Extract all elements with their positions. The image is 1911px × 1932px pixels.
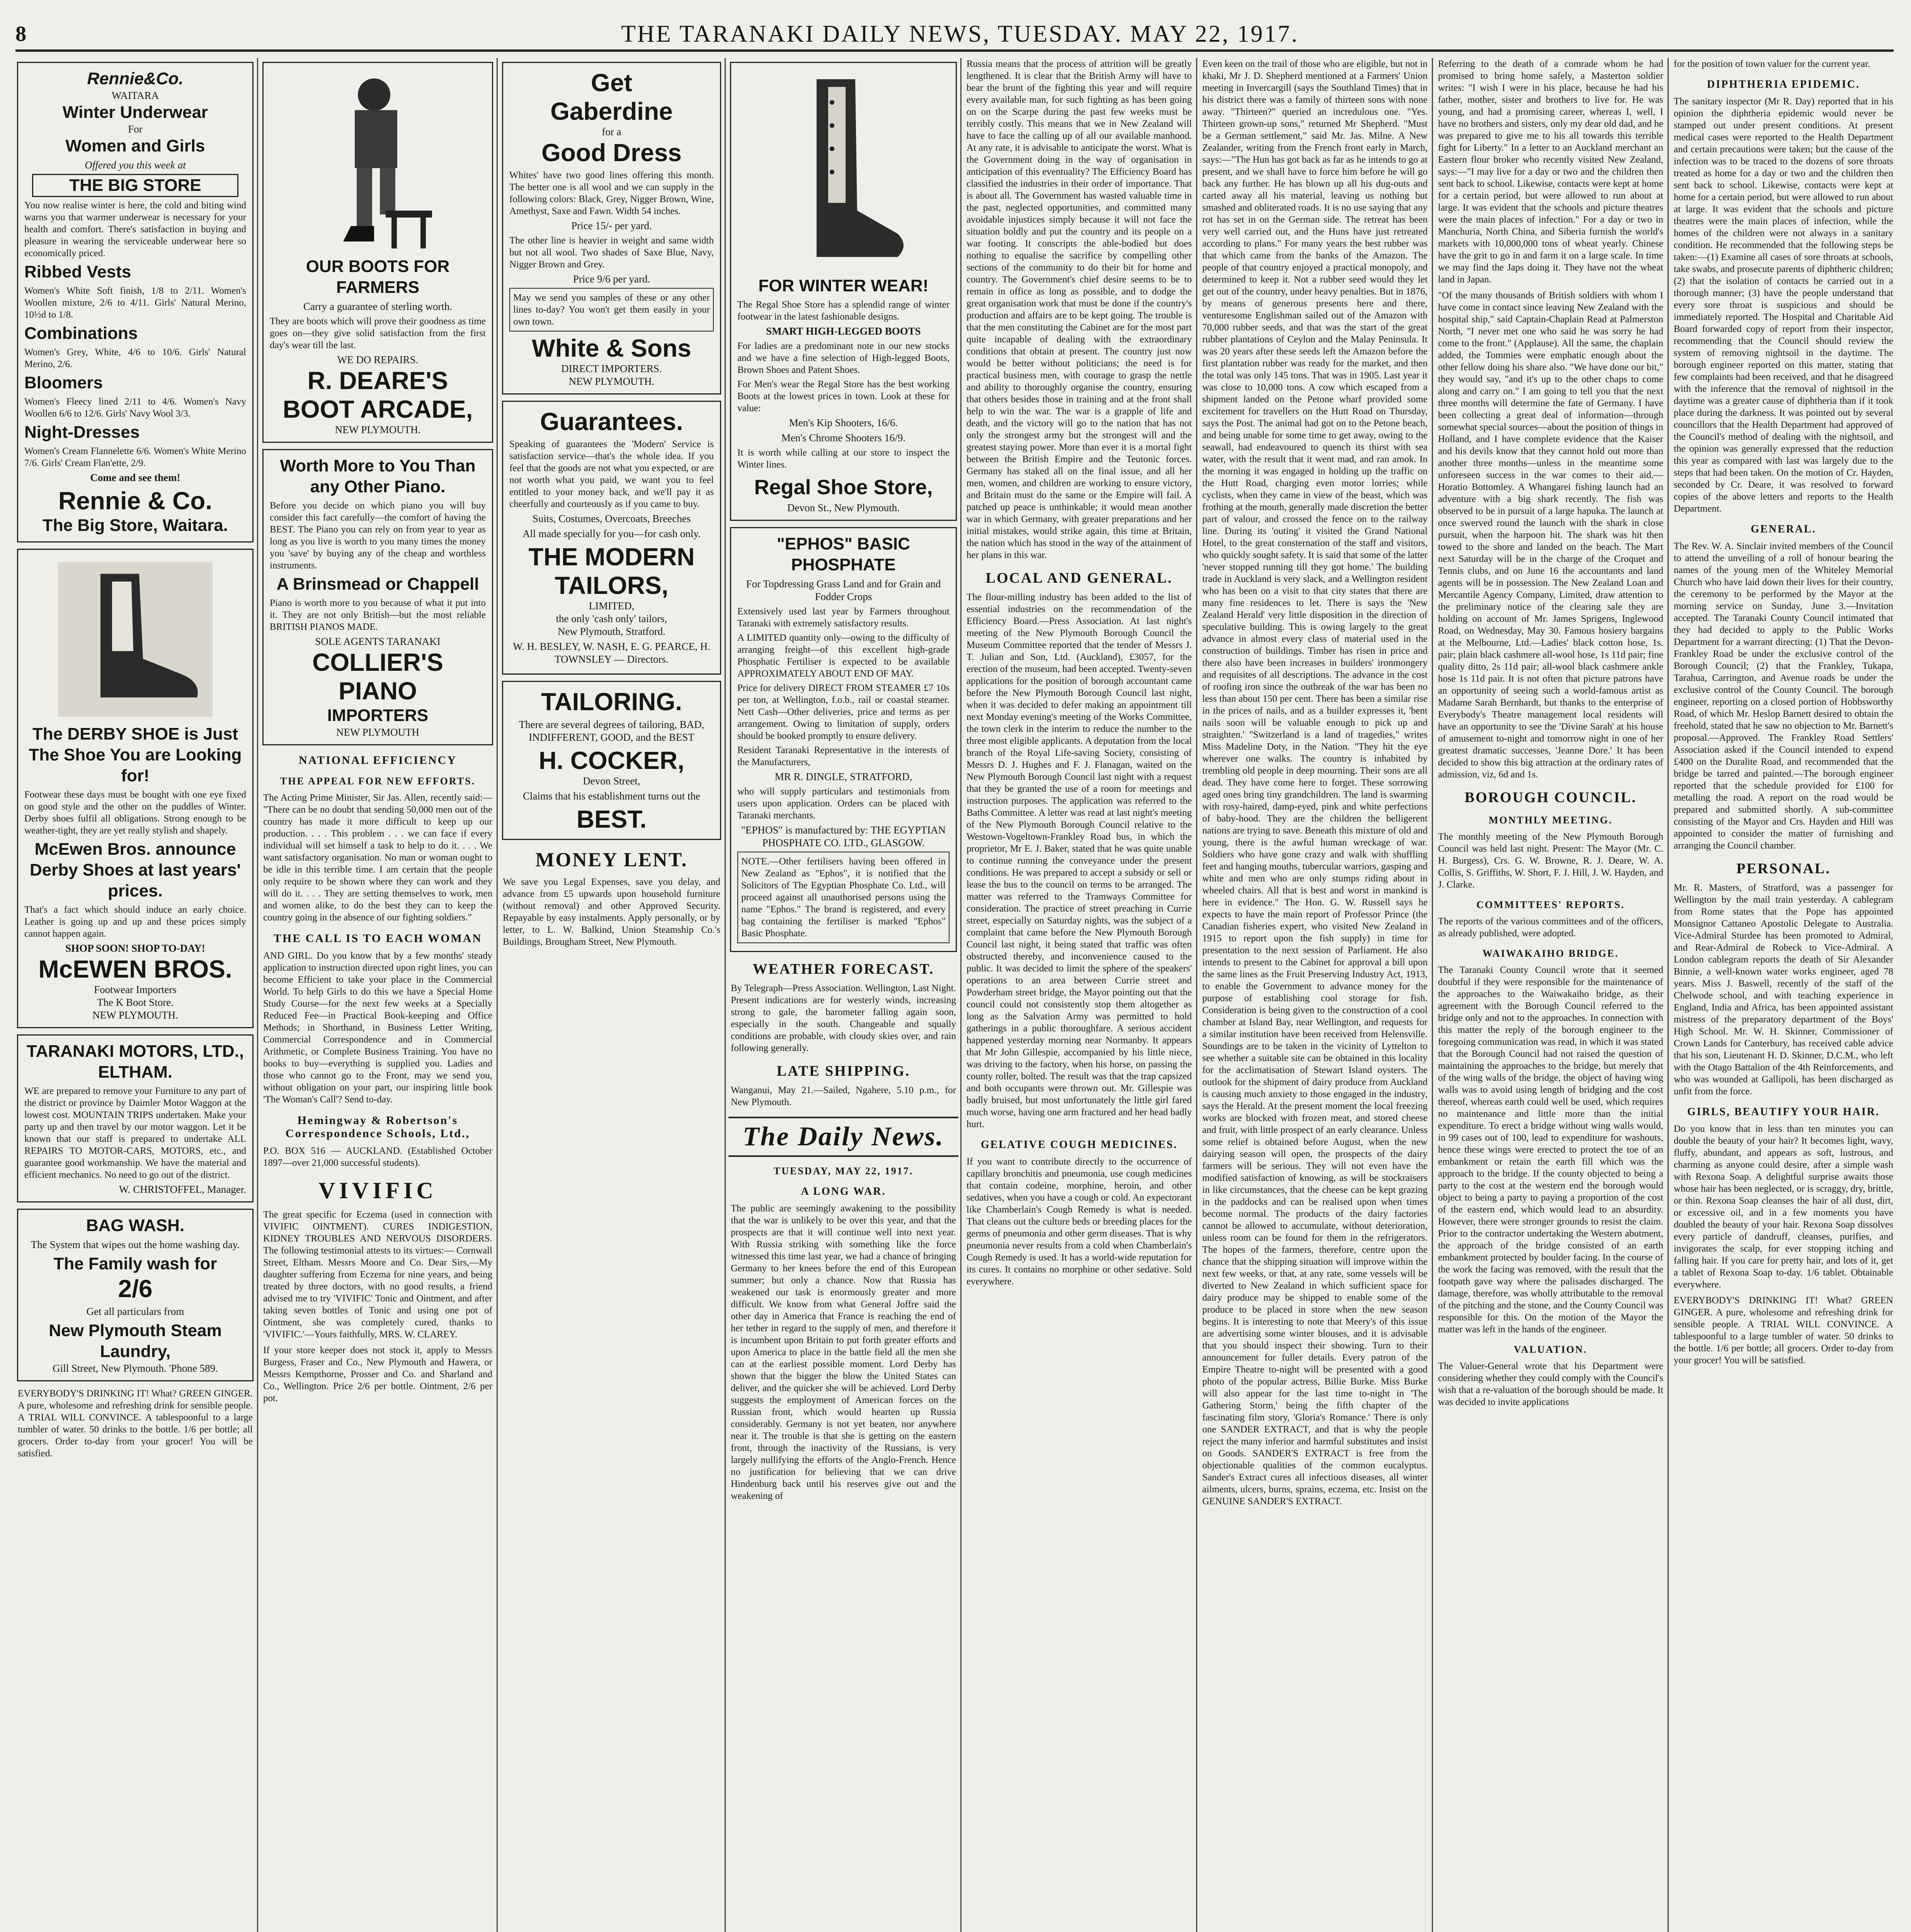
column-3 [500, 58, 723, 1932]
column-5: Russia means that the process of attrition will be greatly lengthened. It is clear that the British Army will have to bear the brunt of the fighting this year and will require every available man, for such fighting as has been going on on the Scarpe during the past few weeks must be terribly costly. This means that we in New Zealand will have to face the calling up of all our available manhood. At any rate, it is advisable to anticipate the worst. What is the Government doing in the way of organisation in anticipation of this eventuality? The Efficiency Board has classified the industries in their order of importance. That is about all. The Government has wasted valuable time in the past, neglected opportunities, and committed many avoidable injustices simply because it will not face the situation boldly and put the country and its people on a war footing. It conscripts the able-bodied but does nothing to equalise the sacrifice by compelling other sections of the community to do their bit for home and country. The Government's chief desire seems to be to remain in office as long as possible, and to dodge the great organisation work that must be done if the country's production and affairs are to be kept going. The trouble is that the men constituting the Cabinet are for the most part quite incapable of dealing with the extraordinary conditions that obtain at present. The country just now would be better without politicians; the need is for practical business men, with courage to grasp the nettle and ability to thoroughly organise the country, ensuring that others besides those in training and at the front shall help to win the war. The war is a grapple of life and death, and the victory will go to the nation that has not only the strongest army but the strongest will and the greatest staying power. More than ever it is a mortal fight between the British Empire and the Teutonic forces. Germany has staked all on the final issue, and all her men, women, and children are working to ensure victory, and Britain must do the same or the Empire will fail. A patched up peace is unthinkable; it would mean another war in which Germany, with greater preparations and her initial mistakes, would strike again, this time at Britain, the nation which has stood in the way of the attainment of her plans in this war. LOCAL AND GENERAL. The flour-milling industry has been added to the list of essential industries on the recommendation of the Efficiency Board.—Press Association. At last night's meeting of the New Plymouth Borough Council the Museum Committee reported that the tender of Messrs J. T. Julian and Son, Ltd. (Auckland), £3057, for the erection of the museum, had been accepted. Twenty-seven applications for the position of borough accountant came before the New Plymouth Borough Council last night, when it was decided to defer making an appointment till next Monday evening's meeting of the Works Committee, the town clerk in the interim to reduce the number to the three most eligible applicants. A deputation from the local branch of the Royal Life-saving Society, consisting of Messrs D. J. Hughes and F. J. Flanagan, waited on the New Plymouth Borough Council last night with a request that they be granted the use of a room for meetings and instruction purposes. The application was referred to the Baths Committee. A letter was read at last night's meeting of the New Plymouth Borough Council relative to the Westown-Vogeltown-Frankley Road bus, in which the proprietor, Mr E. J. Baker, stated that he was quite unable to continue running the conveyance under the present conditions. He was prepared to accept a subsidy or sell or lease the bus to the council on terms to be arranged. The matter was referred to the Tramways Committee for consideration. The practice of street preaching in Currie street, especially on Saturday nights, was the subject of a complaint that came before the New Plymouth Borough Council last night, it being stated that traffic was often obstructed thereby, and inconvenience caused to the public. It was decided to limit the sphere of the speakers' operations to an area between Currie street and Powderham street bridge, the Mayor pointing out that the council could not consistently stop them altogether as long as the Salvation Army was permitted to hold gatherings in a public thoroughfare. A serious accident happened yesterday morning near Normanby. It appears that Mr John Gillespie, accompanied by his little niece, was driving to the factory, when his horse, on passing the county roller, bolted. The result was that the trap capsized and both occupants were thrown out. Mr. Gillespie was badly bruised, but most unfortunately the little girl fared much worse, having one arm fractured and her head badly hurt. GELATIVE COUGH MEDICINES. If you want to contribute directly to the occurrence of capillary bronchitis and pneumonia, use cough medicines that contain codeine, morphine, heroin, and other sedatives, when you have a cough or cold. An expectorant like Chamberlain's Cough Remedy is what is needed. That cleans out the culture beds or breeding places for the germs of pneumonia and other germ diseases. That is why pneumonia never results from a cold when Chamberlain's Cough Remedy is used. It has a world-wide reputation for its cures. It contains no morphine or other sedative. Sold everywhere. [964, 58, 1194, 1932]
column-rule [497, 58, 498, 1932]
deare-name: R. DEARE'S BOOT ARCADE, [282, 367, 473, 423]
page-number: 8 [15, 22, 26, 46]
column-rule [960, 58, 961, 1932]
editorial-title: A LONG WAR. [801, 1185, 886, 1197]
farmer-with-boots-illustration [297, 71, 459, 253]
editorial-body: The public are seemingly awakening to the possibility that the war is unlikely to be over this year, and that the prospects are that it will continue well into next year. With Russia striking with something like the force witnessed this time last year, we had a chance of bringing Germany to her knees before the end of this European summer; but only a chance. Now that Russia has weakened our task is enormously greater and more difficult. We know from what General Joffre said the other day in America that France is reaching the end of her tether in regard to the supply of men, and therefore it is incumbent upon Britain to put forth greater efforts and upon America to place in the battle field all the men she can at the earliest possible moment. Lord Derby has shown that the bigger the blow the United States can deliver, and the quicker she will be achieved. Lord Derby suggests the employment of American forces on the Russian front, which would hearten up Russia considerably. Germany is not yet beaten, nor anywhere near it. The trouble is that she is getting on the eastern front, through the inactivity of the Russians, is very largely nullifying the efforts of the Anglo-French. Hence no justification for believing that we can drive Hindenburg back until his reserves give out and the weakening of [731, 1203, 956, 1501]
masthead: THE TARANAKI DAILY NEWS, TUESDAY. MAY 22, 1917. [621, 20, 1299, 47]
colliers-piano-advert: Worth More to You Than any Other Piano. Before you decide on which piano you will buy consider this fact carefully—the comfort of having the BEST. The Piano you can rely on from year to year as long as you live is worth to you many times the money you 'save' by buying any of the cheap and worthless instruments. A Brinsmead or Chappell Piano is worth more to you because of what it put into it. They are not only British—but the most reliable BRITISH PIANOS MADE. SOLE AGENTS TARANAKI COLLIER'S PIANO IMPORTERS NEW PLYMOUTH [262, 449, 493, 745]
modern-tailors-advert: Guarantees. Speaking of guarantees the 'Modern' Service is satisfaction service—that's the whole idea. If you feel that the goods are not what you expected, or are not worth what you paid, we want you to feel entitled to your money back, and we'll pay it as cheerfully and courteously as if you came to buy. Suits, Costumes, Overcoats, Breeches All made specially for you—for cash only. THE MODERN TAILORS, LIMITED, the only 'cash only' tailors, New Plymouth, Stratford. W. H. BESLEY, W. NASH, E. G. PEARCE, H. TOWNSLEY — Directors. [502, 401, 721, 675]
national-efficiency-advert: NATIONAL EFFICIENCY THE APPEAL FOR NEW EFFORTS. The Acting Prime Minister, Sir Jas. Allen, recently said:— "There can be no doubt that sending 50,000 men out of the country has made it more difficult to keep up our production. . . . This problem . . . we can face if every individual will set himself a task to help to do it. . . . We want satisfactory organisation. No man or woman ought to be idle in this terrible time. I am certain that the people only require to be shown where they can work and they will do it. . . . They are setting themselves to work, men and women alike, to do the best they can to keep the country going in the absence of our fighting soldiers." THE CALL IS TO EACH WOMAN AND GIRL. Do you know that by a few months' steady application to instruction directed upon right lines, you can become Efficient to take your place in the Commercial World. To help Girls to do this we have a Special Home Study Course—for the next few weeks at a Specially Reduced Fee—in Practical Book-keeping and Office Methods; in Shorthand, in Business Letter Writing, Commercial Correspondence and in Commercial Arithmetic, or Complete Business Training. You have no books to buy—everything is supplied you. Ladies and those who cannot go to the Front, may we send you, without obligation on your part, our inspiring little book 'The Woman's Call'? Send to-day. Hemingway & Robertson's Correspondence Schools, Ltd., P.O. BOX 516 — AUCKLAND. (Established October 1897—over 21,000 successful students). [263, 754, 492, 1168]
colliers-name: COLLIER'S PIANO [312, 648, 443, 705]
big-store-banner: THE BIG STORE [32, 174, 238, 197]
derby-shoe-advert: The DERBY SHOE is Just The Shoe You are Looking for! Footwear these days must be bought with one eye fixed on good style and the other on the puddles of Winter. Derby shoes fulfil all obligations. Strong enough to be weather-tight, they are yet really stylish and shapely. McEwen Bros. announce Derby Shoes at last years' prices. That's a fact which should induce an early choice. Leather is going up and up and these prices simply cannot happen again. SHOP SOON! SHOP TO-DAY! McEWEN BROS. Footwear Importers The K Boot Store. NEW PLYMOUTH. [17, 549, 254, 1028]
editorial-continued: Russia means that the process of attrition will be greatly lengthened. It is clear that the British Army will have to bear the brunt of the fighting this year and will require every available man, for such fighting as has been going on on the Scarpe during the past few weeks must be terribly costly. This means that we in New Zealand will have to face the calling up of all our available manhood. At any rate, it is advisable to anticipate the worst. What is the Government doing in the way of organisation in anticipation of this eventuality? The Efficiency Board has classified the industries in their order of importance. That is about all. The Government has wasted valuable time in the past, neglected opportunities, and committed many avoidable injustices simply because it will not face the situation boldly and put the country and its people on a war footing. It conscripts the able-bodied but does nothing to equalise the sacrifice by compelling other sections of the community to do their bit for home and country. The Government's chief desire seems to be to remain in office as long as possible, and to dodge the great organisation work that must be done if the country's production and affairs are to be kept going. The trouble is that the men constituting the Cabinet are for the most part quite incapable of dealing with the extraordinary conditions that obtain at present. The country just now would be better without politicians; the need is for practical business men, with courage to grasp the nettle and ability to thoroughly organise the country, ensuring that others besides those in training and at the front shall help to win the war. The war is a grapple of life and death, and the victory will go to the nation that has not only the strongest army but the strongest will and the greatest staying power. More than ever it is a mortal fight between the British Empire and the Teutonic forces. Germany has staked all on the final issue, and all her men, women, and children are working to ensure victory, and Britain must do the same or the Empire will fail. A patched up peace is unthinkable; it would mean another war in which Germany, with greater preparations and her initial mistakes, would strike again, this time at Britain, the nation which has stood in the way of the attainment of her plans in this war. [967, 59, 1192, 560]
column-4: FOR WINTER WEAR! The Regal Shoe Store has a splendid range of winter footwear in the latest fashionable designs. SMART HIGH-LEGGED BOOTS For ladies are a predominant note in our new stocks and we have a fine selection of High-legged Boots, Brown Shoes and Patent Shoes. For Men's wear the Regal Store has the best working Boots at the lowest prices in town. Look at these for value: Men's Kip Shooters, 16/6. Men's Chrome Shooters 16/9. It is worth while calling at our store to inspect the Winter lines. Regal Shoe Store, Devon St., New Plymouth. "EPHOS" BASIC PHOSPHATE For Topdressing Grass Land and for Grain and Fodder Crops Extensively used last year by Farmers throughout Taranaki with extremely satisfactory results. A LIMITED quantity only—owing to the difficulty of arranging freight—of this excellent high-grade Phosphatic Fertiliser is expected to be available APPROXIMATELY ABOUT END OF MAY. Price for delivery DIRECT FROM STEAMER £7 10s per ton, at Wellington, f.o.b., rail or coastal steamer. Nett Cash—Other deliveries, price and terms as per arrangement. Owing to limitation of supply, orders should be booked promptly to ensure delivery. Resident Taranaki Representative in the interests of the Manufacturers, MR R. DINGLE, STRATFORD, who will supply particulars and testimonials from users upon application. Orders can be placed with Taranaki merchants. "EPHOS" is manufactured by: THE EGYPTIAN PHOSPHATE CO. LTD., GLASGOW. NOTE.—Other fertilisers having been offered in New Zealand as "Ephos", it is notified that the Solicitors of The Egyptian Phosphate Co. Ltd., will proceed against all unauthorised persons using the name "Ephos." The brand is registered, and every bag containing the fertiliser is marked "Ephos" Basic Phosphate. WEATHER FORECAST. By Telegraph—Press Association. Wellington, Last Night. Present indications are for westerly winds, increasing strong to gale, the barometer falling again soon, especially in the south. Changeable and squally conditions are probable, with cloudy skies over, and rain following generally. LATE SHIPPING. Wanganui, May 21.—Sailed, Ngahere, 5.10 p.m., for New Plymouth. The Daily News. TUESDAY, MAY 22, 1917. A LONG WAR. The public are seemingly awakening to the possibility that the war is unlikely to be over this year, and that the prospects are that it will continue well into next year. With Russia striking with something like the force witnessed this time last year, we had a chance of bringing Germany to her knees before the end of this European summer; but only a chance. Now that Russia has weakened our task is enormously greater and more difficult. We know from what General Joffre said the other day in America that France is reaching the end of her tether in regard to the supply of men, and therefore it is incumbent upon Britain to put forth greater efforts and upon America to place in the battle field all the men she can at the earliest possible moment. Lord Derby has shown that the bigger the blow the United States can deliver, and the quicker she will be achieved. Lord Derby suggests the employment of American forces on the Russian front, which would hearten up Russia considerably. Germany is not yet beaten, nor anywhere near it. The trouble is that she is getting on the eastern front, through the inactivity of the Russians, is very largely nullifying the efforts of the Anglo-French. Hence no justification for believing that we can drive Hindenburg back until his reserves give out and the weakening of [728, 58, 958, 1932]
column-6: Even keen on the trail of those who are eligible, but not in khaki, Mr J. D. Shepherd mentioned at a Farmers' Union meeting in Invercargill (says the Southland Times) that in his district there was a family of thirteen sons with none away. "Thirteen?" queried an incredulous one. "Yes. Thirteen grown-up sons," returned Mr Shepherd. "Must be a German settlement," said Mr. Jas. Milne. A New Zealander, writing from the French front early in March, says:—"The Hun has got back as far as he intends to go at present, and we shall have to force him before he will go back any further. He has blown up all his dug-outs and carted away all his material, leaving us nothing but smashed and obliterated roads. It is no use saying that any rot has set in on the German side. The retreat has been very well carried out, and the Huns have just retreated according to plans." For many years the best rubber was that which came from the banks of the Amazon. The people of that country enjoyed a practical monopoly, and determined to keep it. Not a rubber seed would they let get out of the country, under heavy penalties. But in 1876, by means of generous presents here and there, venturesome Englishman sailed out of the Amazon with 70,000 rubber seeds, and that was the start of the great rubber plantations of Ceylon and the Malay Peninsula. It was 20 years after these seeds left the Amazon before the first plantation rubber was ready for the market, and then the total was only 145 tons. That was in 1905. Last year it was close to 10,000 tons. A cow which escaped from a shipment landed on the Petone wharf provided some excitement for travellers on the Hutt Road on Thursday, says the Post. The animal had got on to the Petone beach, and being unable for some time to get away, owing to the seawall, had endeavoured to quench its thirst with sea water, with the result that it went mad, and ran amok. In the morning it was engaged in holding up the traffic on the Hutt Road, charging even motor lorries; while cyclists, when they came in view of the beast, which was frothing at the mouth, generally made discretion the better part of valour, and crossed the fence on to the railway line. During its 'outing' it visited the Grand National Hotel, to the great consternation of the staff and visitors, who quickly sought safety. It is said that some of the latter 'never stopped running till they got home.' The building trade in Auckland is very slack, and a Wellington resident who has been on a visit to that city states that there are many fine residences to let. There is says the 'New Zealand Herald' very little disposition in the direction of speculative building. This is owing largely to the great advance in almost every class of material used in the construction of buildings. Timber has risen in price and there also have been increases in builders' ironmongery and requisites of all descriptions. The advance in the cost of roofing iron since the outbreak of the war has been no less than about 150 per cent. There has been a similar rise in the prices of nails, and as a builder expresses it, 'bent nails soon will be valuable enough to pick up and straighten.' "Switzerland is a land of tragedies," writes Miss Madeline Doty, in the Nation. "They hit the eye wherever one walks. The country is inhabited by trembling old people in deep mourning. Their sons are all dead. They have come here to forget. These sorrowing aged ones bring tiny grandchildren. The land is swarming with rosy-haired, damp-eyed, pink and white perfections of baby-hood. They are the children the belligerent nations are trying to save. Beneath this mixture of old and young, there is the awful human wreckage of war. Soldiers who have gone crazy and walk with shuffling feet and hanging mouths, tubercular warriors, gasping and white and men who are only stumps riding about in wheeled chairs. All that is best and worst in mankind is here in evidence." The Hon. G. W. Russell says he expects to have the main report of Professor Prince (the Canadian fisheries expert, who visited New Zealand in 1915 to report upon the fish supply) in time for presentation to the next session of Parliament. He also intends to present to the Cabinet for approval a bill upon the same lines as the Fruit Preserving Industry Act, 1913, to enable the Government to advance money for the purpose of establishing cool storage for fish. Consideration is being given to the construction of a cool chamber at Island Bay, near Wellington, and requests for a similar institution have been received from Helensville. Soundings are to be taken in the vicinity of Lyttelton to see whether a suitable site can be obtained in this locality for the acclimatisation of Stewart Island oysters. The outlook for the shipment of dairy produce from Auckland is causing much anxiety to those engaged in the industry, says the Herald. At the present moment the local freezing works are blocked with frozen meat, and stored cheese and fruit, with little prospect of an early clearance. Unless some relief is obtained before August, when the new dairying season will open, the prospects of the dairy farmers will be serious. They will not even have the modified satisfaction of knowing, as will be stockraisers in like circumstances, that the cheese can be kept grazing in the paddocks and can be realised upon when times become normal. The products of the dairy factories cannot be allowed to accumulate, without deterioration, unless room can be found for them in the refrigerators. The hopes of the farmers, therefore, centre upon the chance that the shipping situation will improve within the next few weeks, or that, at any rate, some vessels will be diverted to New Zealand in which sufficient space for dairy produce may be shipped to enable some of the produce to be placed in store when the new season begins. It is interesting to note that Meery's of this issue are advertising some winter blouses, and it is advisable that you should inspect their showing. Turn to their announcement for fuller details. Every patron of the Empire Theatre to-night will be presented with a good photo of the popular actress, Billie Burke. Miss Burke will also appear for the last time to-night in 'The Gathering Storm,' being the fifth chapter of the fascinating film story, 'Gloria's Romance.' There is only one SANDER EXTRACT, and that is why the people reject the many inferior and harmful substitutes and insist on Goods. SANDER'S EXTRACT is free from the objectionable qualities of the common eucalyptus. Sander's Extract cures all infectious diseases, all winter ailments, ulcers, burns, sprains, eczema, etc. Insist on the GENUINE SANDER'S EXTRACT. [1202, 59, 1428, 1507]
personal-heading: PERSONAL. [1736, 861, 1831, 877]
rennie-logo: Rennie&Co. [87, 69, 184, 88]
rennie-name: Rennie & Co. [58, 487, 213, 515]
green-ginger-advert-2: EVERYBODY'S DRINKING IT! What? GREEN GINGER. A pure, wholesome and refreshing drink for sensible people. A TRIAL WILL CONVINCE. A tablespoonful to a large tumbler of water. 50 drinks to the bottle. 1/6 per bottle; all grocers. Order to-day from your grocer! You will be satisfied. [1674, 1295, 1893, 1366]
bag-wash-price: 2/6 [118, 1275, 153, 1303]
column-8: for the position of town valuer for the current year. DIPHTHERIA EPIDEMIC. The sanitary inspector (Mr R. Day) reported that in his opinion the diphtheria epidemic would never be stamped out under present conditions. At present medical cases were reported to the Health Department and certain precautions were taken; but the cause of the infection was to be traced to the dozens of sore throats treated as home for a day or two and the children then sent back to school. Likewise, contacts were kept at home for a certain period, but were allowed to run about at large. It was evident that the schools and picture theatres were the main places of infection, while the homes of the children were not always in a sanitary condition. He recommended that the following steps be taken:—(1) Examine all cases of sore throats at schools, take swabs, and prosecute parents of diphtheric children; (2) that the isolation of contacts be carried out in a thorough manner; (3) have the people understand that every sore throat is suspicious and should be immediately reported. The Hospital and Charitable Aid Board forwarded copy of report from their inspector, recommending that the Council should review the system of removing nightsoil in the daytime. The borough engineer reported on this matter, stating that few complaints had been received, and that he disagreed with the inference that the removal of nightsoil in the daytime was a greater cause of diphtheria than if it took place during the darkness. It was pointed out by several councillors that the Health Department had approved of the Council's method of dealing with the nightsoil, and the opinion was generally expressed that the reduction this year as compared with last was largely due to the steps that had been taken. On the motion of Cr. Hayden, seconded by Cr. Deare, it was resolved to forward copies of the above letters and reports to the Health Department. GENERAL. The Rev. W. A. Sinclair invited members of the Council to attend the unveiling of a roll of honour bearing the names of the young men of the Whiteley Memorial Church who have laid down their lives for their country, the ceremony to be performed by the Mayor at the morning service on Sunday, June 3.—Invitation accepted. The Taranaki County Council intimated that they had decided to apply to the Public Works Department for a warrant directing: (1) That the Devon-Frankley Road be under the exclusive control of the Borough Council; (2) that the Frankley, Tukapa, Tarahua, Carrington, and Avenue roads be under the exclusive control of the County Council. The borough engineer, reporting on a closed portion of Hobbsworthy Road, of which Mr. Heslop Barnett desired to obtain the freehold, stated that he saw no objection to Mr. Barnett's proposal.—Approved. The Frankley Road Settlers' Association asked if the Council intended to expend £400 on the Duralite Road, and recommended that the bridge be tarred and painted.—The borough engineer reported that the schedule provided for £100 for metalling the road. A report on the road would be prepared and submitted shortly. A sub-committee consisting of the Mayor and Crs. Hayden and Hill was appointed to consider the matter of furnishing and arranging the Council chamber. PERSONAL. Mr. R. Masters, of Stratford, was a passenger for Wellington by the mail train yesterday. A cablegram from Rome states that the Pope has appointed Monsignor Cattaneo Apostolic Delegate to Australia. Vice-Admiral Sturdee has been promoted to Admiral, and Rear-Admiral de Robeck to Vice-Admiral. A London cablegram reports the death of Sir Alexander Binnie, a well-known water works engineer, aged 78 years. Miss J. Baswell, recently of the staff of the Chelwode school, and with teaching experience in England, India and Africa, has been appointed assistant mistress of the preparatory department of the Boys' High School. Mr. W. H. Skinner, Commissioner of Crown Lands for Canterbury, has received cable advice that his son, Lieutenant H. D. Skinner, D.C.M., who left with the Otago Battalion of the 4th Reinforcements, and who was wounded at Gallipoli, has been discharged as unfit from the force. GIRLS, BEAUTIFY YOUR HAIR. Do you know that in less than ten minutes you can double the beauty of your hair? It becomes light, wavy, fluffy, abundant, and appears as soft, lustrous, and charming as anyone could desire, after a simple wash with Rexona Soap. A delightful surprise awaits those whose hair has been neglected, or is scraggy, dry, brittle, or thin. Rexona Soap cleanses the hair of all dust, dirt, or excessive oil, and in a few moments you have doubled the beauty of your hair. Rexona Soap dissolves every particle of dandruff, cleanses, purifies, and invigorates the scalp, for ever stopping itching and falling hair. If you care for pretty hair, and lots of it, get a tablet of Rexona Soap to-day. 1/6 tablet. Obtainable everywhere. EVERYBODY'S DRINKING IT! What? GREEN GINGER. A pure, wholesome and refreshing drink for sensible people. A TRIAL WILL CONVINCE. A tablespoonful to a large tumbler of water. 50 drinks to the bottle. 1/6 per bottle; all grocers. Order to-day from your grocer! You will be satisfied. [1671, 58, 1896, 1932]
money-lent-advert: MONEY LENT. We save you Legal Expenses, save you delay, and advance from £5 upwards upon household furniture (without removal) and other Approved Security. Repayable by easy instalments. Apply personally, or by letter, to L. W. Balkind, Union Steamship Co.'s Buildings, Brougham Street, New Plymouth. [503, 849, 720, 947]
column-7: Referring to the death of a comrade whom he had promised to bring home safely, a Masterton soldier writes: "I wish I were in his place, because he had his father, mother, sister and brothers to live for. He was young, and had a promising career, whereas I, well, I have no brothers and sisters, only my dear old dad, and he was prepared to give me to his all towards this terrible fight for Liberty." In a letter to an Auckland merchant an Eastern flour broker who recently visited New Zealand, says:—"I may live for a day or two and the children then sent back to school. Likewise, contacts were kept at home for a certain period, but were allowed to run about at large. It was evident that the schools and picture theatres were the main places of infection." For a day or two in Manchuria, North China, and Siberia furnish the world's markets with 10,000,000 tons of wheat yearly. Chinese have the grit to go in and farm it on a large scale. In time we may find the Japs doing it. They have not the wheat land in Japan. "Of the many thousands of British soldiers with whom I have come in contact since leaving New Zealand with the hospital ship," said Captain-Chaplain Read at Palmerston North, "I never met one who said he was sorry he had come to the front." (Applause). All the same, the chaplain added, the Tommies were emphatic enough about the other fellow doing his share also. "We have done our bit," they would say, "and it's up to the other chaps to come along and carry on." I am going to tell you that the next three months will determine the fate of Germany. I have been collecting a great deal of information—through somewhat special sources—about the position of things in Holland, and I have complete evidence that the Kaiser and his devils know that they cannot hold out more than another three months—unless in the meantime some unforeseen success in the war comes to their aid.—Horatio Bottomley. A Whangarei fishing launch had an adventure with a big shark recently. The fish was observed to be in pursuit of a large hapuka. The launch at once swerved round the launch with the shark in close pursuit, when the harpoon hit. The shark was hit then towed to the shore and landed on the beach. The Mart next Saturday will be in the charge of the Croquet and Tennis clubs, and on June 16 the accountants and land agents will be in possession. The New Zealand Loan and Mercantile Agency Company, Limited, draw attention to the preliminary notice of the clearing sale they are holding on account of Mr. James Sprigens, Inglewood Road, on Wednesday, May 30. Famous hosiery bargains at the Melbourne, Ltd.—Ladies' black cotton hose, 1s. pair; plain black cashmere all-wool hose, 1s 11d pair; fine quality ditto, 2s 11d pair; all-wool black cashmere ankle hose 1s 11d pair. It is not often that picture patrons have an opportunity of seeing such a world-famous artist as Madame Sarah Bernhardt, but thanks to the enterprise of Everybody's Theatre management local residents will have an opportunity to see the 'Divine Sarah' at his house of amusement to-night and tomorrow night in one of her greatest dramatic successes, 'Jeanne Dore.' It has been decided to show this big attraction at the ordinary rates of admission, viz, 6d and 1s. BOROUGH COUNCIL. MONTHLY MEETING. The monthly meeting of the New Plymouth Borough Council was held last night. Present: The Mayor (Mr. C. H. Burgess), Crs. G. W. Browne, R. J. Deare, W. A. Collis, S. Griffiths, W. Short, F. J. Hill, J. W. Hayden, and J. Clarke. COMMITTEES' REPORTS. The reports of the various committees and of the officers, as already published, were adopted. WAIWAKAIHO BRIDGE. The Taranaki County Council wrote that it seemed doubtful if they were responsible for the maintenance of the approaches to the Waiwakaiho bridge, as their agreement with the Borough Council referred to the bridge only and not to the approaches. In connection with this matter the reply of the borough engineer to the foregoing communication was read, in which it was stated that the Borough Council had not raised the question of maintaining the approaches to the bridge, but merely that of the wing walls of the bridge, the object of having wing walls was to avoid using length of bridging and the cost thereof, whereas earth could well be used, which requires no maintenance and little more than the initial expenditure. To erect a bridge without wing walls would, in 99 cases out of 100, lead to expenditure for washouts, hence these wings were erected to protect the toe of an embankment or retain the earth fill which was the approach to the bridge. If the county objected to being a party to the cost at the western end the borough would object to being a party to paying a proportion of the cost of the eastern end, which would lead to an absurdity. However, there were stronger grounds to resist the claim. Prior to the contractor undertaking the Western abutment, the approach of the bridge consisted of an earth embankment protected by boulder facing. In the course of the work the facing was removed, with the result that the footpath gave way where the palisades discharged. The damage, therefore, was wholly attributable to the removal of the pitching and the stone, and the County Council was responsible for this. On the motion of the Mayor the matter was left in the hands of the engineer. VALUATION. The Valuer-General wrote that his Department were considering whether they could comply with the Council's wish that a re-valuation of the borough should be made. It was decided to invite applications [1436, 58, 1666, 1932]
green-ginger-advert: EVERYBODY'S DRINKING IT! What? GREEN GINGER. A pure, wholesome and refreshing drink for sensible people. A TRIAL WILL CONVINCE. A tablespoonful to a large tumbler of water. 50 drinks to the bottle. 1/6 per bottle; all grocers. Order to-day from your grocer! You will be satisfied. [18, 1388, 253, 1459]
regal-shoe-advert: FOR WINTER WEAR! The Regal Shoe Store has a splendid range of winter footwear in the latest fashionable designs. SMART HIGH-LEGGED BOOTS For ladies are a predominant note in our new stocks and we have a fine selection of High-legged Boots, Brown Shoes and Patent Shoes. For Men's wear the Regal Store has the best working Boots at the lowest prices in town. Look at these for value: Men's Kip Shooters, 16/6. Men's Chrome Shooters 16/9. It is worth while calling at our store to inspect the Winter lines. Regal Shoe Store, Devon St., New Plymouth. [730, 62, 957, 521]
ephos-phosphate-advert: "EPHOS" BASIC PHOSPHATE For Topdressing Grass Land and for Grain and Fodder Crops Extensively used last year by Farmers throughout Taranaki with extremely satisfactory results. A LIMITED quantity only—owing to the difficulty of arranging freight—of this excellent high-grade Phosphatic Fertiliser is expected to be available APPROXIMATELY ABOUT END OF MAY. Price for delivery DIRECT FROM STEAMER £7 10s per ton, at Wellington, f.o.b., rail or coastal steamer. Nett Cash—Other deliveries, price and terms as per arrangement. Owing to limitation of supply, orders should be booked promptly to ensure delivery. Resident Taranaki Representative in the interests of the Manufacturers, MR R. DINGLE, STRATFORD, who will supply particulars and testimonials from users upon application. Orders can be placed with Taranaki merchants. "EPHOS" is manufactured by: THE EGYPTIAN PHOSPHATE CO. LTD., GLASGOW. NOTE.—Other fertilisers having been offered in New Zealand as "Ephos", it is notified that the Solicitors of The Egyptian Phosphate Co. Ltd., will proceed against all unauthorised persons using the name "Ephos." The brand is registered, and every bag containing the fertiliser is marked "Ephos" Basic Phosphate. [730, 527, 957, 952]
gaberdine-advert: Get Gaberdine for a Good Dress Whites' have two good lines offering this month. The better one is all wool and we can supply in the following colors: Black, Grey, Nigger Brown, Wine, Amethyst, Saxe and Fawn. Width 54 inches. Price 15/- per yard. The other line is heavier in weight and same width but not all wool. Two shades of Saxe Blue, Navy, Nigger Brown and Grey. Price 9/6 per yard. May we send you samples of these or any other lines to-day? You won't get them easily in your own town. White & Sons DIRECT IMPORTERS. NEW PLYMOUTH. [502, 62, 721, 395]
high-legged-boot-illustration [774, 71, 913, 272]
regal-name: Regal Shoe Store, [754, 476, 933, 499]
white-sons-name: White & Sons [532, 334, 691, 362]
deare-boot-advert: OUR BOOTS FOR FARMERS Carry a guarantee of sterling worth. They are boots which will prove their goodness as time goes on—they give solid satisfaction from the first day's wear till the last. WE DO REPAIRS. R. DEARE'S BOOT ARCADE, NEW PLYMOUTH. [262, 62, 493, 443]
weather-heading: WEATHER FORECAST. [752, 961, 934, 977]
bag-wash-advert: BAG WASH. The System that wipes out the home washing day. The Family wash for 2/6 Get all particulars from New Plymouth Steam Laundry, Gill Street, New Plymouth. 'Phone 589. [17, 1209, 254, 1381]
vivific-advert: VIVIFIC The great specific for Eczema (used in connection with VIVIFIC OINTMENT). CURES INDIGESTION, KIDNEY TROUBLES AND NERVOUS DISORDERS. The following testimonial attests to its virtues:— Cornwall Street, Eltham. Messrs Moore and Co. Dear Sirs,—My daughter suffering from Eczema for nine years, and being treated by three doctors, with no good results, a friend advised me to try 'VIVIFIC' Tonic and Ointment, and after taking seven bottles of Tonic and using one pot of Ointment, she was completely cured, thanks to 'VIVIFIC.'—Yours faithfully, MRS. W. CLAREY. If your store keeper does not stock it, apply to Messrs Burgess, Fraser and Co., New Plymouth and Hawera, or Messrs Kempthorne, Prosser and Co. and Sharland and Co., Wellington. Price 2/6 per bottle. Ointment, 2/6 per pot. [263, 1178, 492, 1403]
cocker-name: H. COCKER, [539, 747, 684, 774]
ladies-boot-illustration [54, 558, 216, 721]
modern-tailors-name: THE MODERN TAILORS, [528, 543, 695, 599]
page-header [15, 19, 1894, 52]
column-rule [257, 58, 258, 1932]
column-rule [1432, 58, 1433, 1932]
column-rule [725, 58, 726, 1932]
column-1 [15, 58, 255, 1932]
taranaki-motors-advert: TARANAKI MOTORS, LTD., ELTHAM. WE are prepared to remove your Furniture to any part of the district or province by Daimler Motor Waggon at the lowest cost. MOUNTAIN TRIPS undertaken. Make your party up and then travel by our motor waggon. Let it be known that our staff is prepared to undertake ALL REPAIRS TO MOTOR-CARS, MOTORS, etc., and guarantee good workmanship. We have the material and efficient mechanics. No need to go out of the district. W. CHRISTOFFEL, Manager. [17, 1034, 254, 1202]
borough-council-heading: BOROUGH COUNCIL. [1465, 789, 1637, 806]
column-2 [261, 58, 495, 1932]
shipping-heading: LATE SHIPPING. [776, 1063, 910, 1079]
rennie-advert: Rennie&Co. WAITARA Winter Underwear For Women and Girls Offered you this week at THE BIG STORE You now realise winter is here, the cold and biting wind warns you that warmer underwear is necessary for your health and comfort. There's satisfaction in buying and pleasure in wearing the serviceable underwear here so economically priced. Ribbed Vests Women's White Soft finish, 1/8 to 2/11. Women's Woollen mixture, 2/6 to 4/11. Girls' Natural Merino, 10½d to 1/8. Combinations Women's Grey, White, 4/6 to 10/6. Girls' Natural Merino, 2/6. Bloomers Women's Fleecy lined 2/11 to 4/6. Women's Navy Woollen 6/6 to 12/6. Girls' Navy Wool 3/3. Night-Dresses Women's Cream Flannelette 6/6. Women's White Merino 7/6. Girls' Cream Flan'ette, 2/9. Come and see them! Rennie & Co. The Big Store, Waitara. [17, 62, 254, 543]
daily-news-masthead: The Daily News. [728, 1117, 958, 1157]
column-rule [1196, 58, 1197, 1932]
cocker-tailoring-advert: TAILORING. There are several degrees of tailoring, BAD, INDIFFERENT, GOOD, and the BEST H. COCKER, Devon Street, Claims that his establishment turns out the BEST. [502, 681, 721, 840]
mcewen-name: McEWEN BROS. [38, 955, 232, 983]
column-rule [1668, 58, 1669, 1932]
local-general-heading: LOCAL AND GENERAL. [985, 570, 1173, 586]
